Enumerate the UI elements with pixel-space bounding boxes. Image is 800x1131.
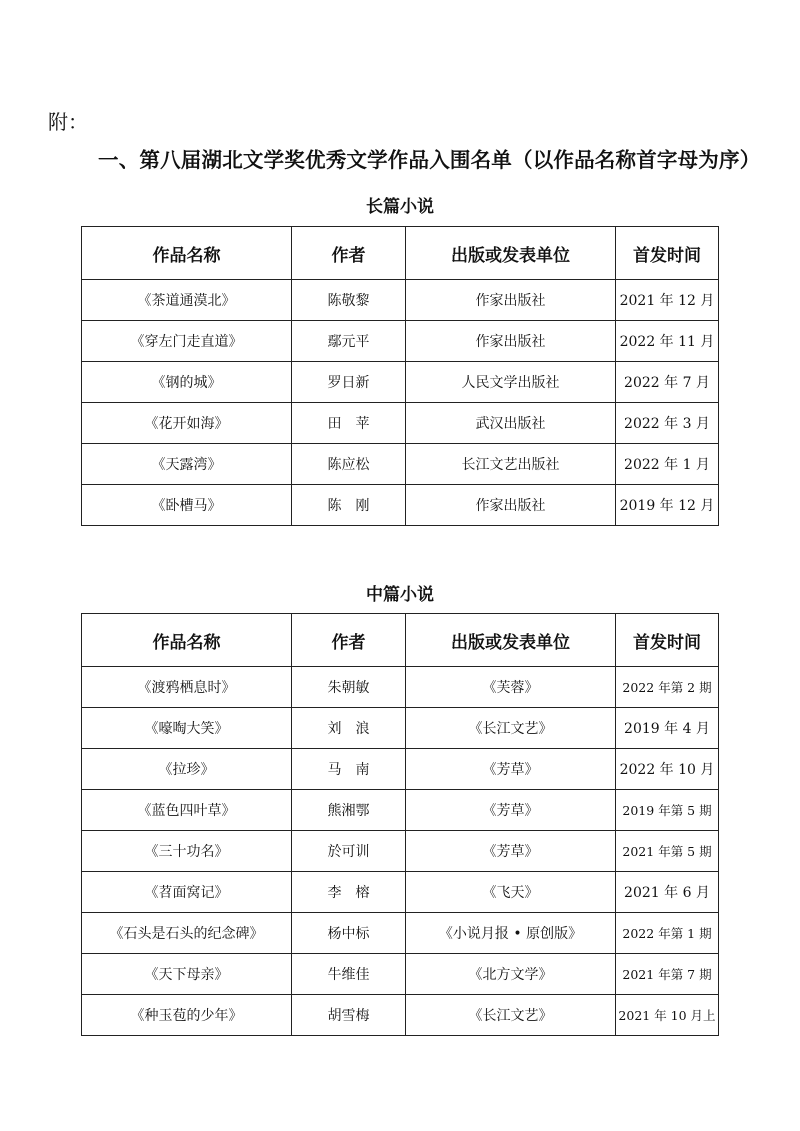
table-row <box>82 872 719 913</box>
publisher: 作家出版社 <box>406 280 616 321</box>
header-author: 作者 <box>292 227 406 280</box>
first-date: 2019 年 12 月 <box>616 485 719 526</box>
publisher: 《芳草》 <box>406 831 616 872</box>
work-name: 《三十功名》 <box>82 831 292 872</box>
first-date: 2021 年 6 月 <box>616 872 719 913</box>
author: 罗日新 <box>292 362 406 403</box>
author: 陈应松 <box>292 444 406 485</box>
work-name: 《蓝色四叶草》 <box>82 790 292 831</box>
first-date: 2019 年 4 月 <box>616 708 719 749</box>
publisher: 人民文学出版社 <box>406 362 616 403</box>
header-author: 作者 <box>292 614 406 667</box>
work-name: 《天露湾》 <box>82 444 292 485</box>
author: 陈 刚 <box>292 485 406 526</box>
table-row <box>82 280 719 321</box>
first-date: 2021 年第 7 期 <box>616 954 719 995</box>
work-name: 《种玉苞的少年》 <box>82 995 292 1036</box>
first-date: 2019 年第 5 期 <box>616 790 719 831</box>
work-name: 《穿左门走直道》 <box>82 321 292 362</box>
publisher: 《芳草》 <box>406 790 616 831</box>
author: 鄢元平 <box>292 321 406 362</box>
author: 朱朝敏 <box>292 667 406 708</box>
header-first-date: 首发时间 <box>616 227 719 280</box>
publisher: 《小说月报 • 原创版》 <box>406 913 616 954</box>
author: 牛维佳 <box>292 954 406 995</box>
header-publisher: 出版或发表单位 <box>406 227 616 280</box>
author: 杨中标 <box>292 913 406 954</box>
publisher: 《芙蓉》 <box>406 667 616 708</box>
header-publisher: 出版或发表单位 <box>406 614 616 667</box>
publisher: 《飞天》 <box>406 872 616 913</box>
author: 胡雪梅 <box>292 995 406 1036</box>
first-date: 2022 年 1 月 <box>616 444 719 485</box>
work-name: 《天下母亲》 <box>82 954 292 995</box>
header-work-name: 作品名称 <box>82 614 292 667</box>
work-name: 《钢的城》 <box>82 362 292 403</box>
author: 熊湘鄂 <box>292 790 406 831</box>
table-row <box>82 485 719 526</box>
table-row <box>82 831 719 872</box>
header-first-date: 首发时间 <box>616 614 719 667</box>
first-date: 2021 年第 5 期 <box>616 831 719 872</box>
first-date: 2022 年 7 月 <box>616 362 719 403</box>
table-row <box>82 995 719 1036</box>
table-row <box>82 790 719 831</box>
table-row <box>82 362 719 403</box>
author: 马 南 <box>292 749 406 790</box>
first-date: 2021 年 12 月 <box>616 280 719 321</box>
work-name: 《拉珍》 <box>82 749 292 790</box>
first-date: 2022 年第 1 期 <box>616 913 719 954</box>
novellas-table <box>81 613 719 1036</box>
table-row <box>82 444 719 485</box>
author: 刘 浪 <box>292 708 406 749</box>
first-date: 2022 年 10 月 <box>616 749 719 790</box>
table-row <box>82 749 719 790</box>
first-date: 2022 年第 2 期 <box>616 667 719 708</box>
publisher: 《北方文学》 <box>406 954 616 995</box>
table-header-row <box>82 227 719 280</box>
appendix-label: 附： <box>48 110 88 134</box>
work-name: 《石头是石头的纪念碑》 <box>82 913 292 954</box>
table-row <box>82 708 719 749</box>
work-name: 《茶道通漠北》 <box>82 280 292 321</box>
first-date: 2022 年 11 月 <box>616 321 719 362</box>
first-date: 2022 年 3 月 <box>616 403 719 444</box>
publisher: 《长江文艺》 <box>406 708 616 749</box>
work-name: 《苕面窝记》 <box>82 872 292 913</box>
work-name: 《花开如海》 <box>82 403 292 444</box>
publisher: 《长江文艺》 <box>406 995 616 1036</box>
publisher: 武汉出版社 <box>406 403 616 444</box>
author: 李 榕 <box>292 872 406 913</box>
section-title-novellas: 中篇小说 <box>366 585 434 605</box>
work-name: 《嚎啕大笑》 <box>82 708 292 749</box>
author: 田 苹 <box>292 403 406 444</box>
author: 於可训 <box>292 831 406 872</box>
work-name: 《渡鸦栖息时》 <box>82 667 292 708</box>
table-header-row <box>82 614 719 667</box>
first-date: 2021 年 10 月上 <box>616 995 719 1036</box>
publisher: 长江文艺出版社 <box>406 444 616 485</box>
table-row <box>82 403 719 444</box>
novels-table <box>81 226 719 526</box>
publisher: 《芳草》 <box>406 749 616 790</box>
publisher: 作家出版社 <box>406 321 616 362</box>
author: 陈敬黎 <box>292 280 406 321</box>
header-work-name: 作品名称 <box>82 227 292 280</box>
work-name: 《卧槽马》 <box>82 485 292 526</box>
table-row <box>82 321 719 362</box>
main-title: 一、第八届湖北文学奖优秀文学作品入围名单（以作品名称首字母为序） <box>98 148 761 172</box>
table-row <box>82 954 719 995</box>
table-row <box>82 667 719 708</box>
publisher: 作家出版社 <box>406 485 616 526</box>
table-row <box>82 913 719 954</box>
section-title-novels: 长篇小说 <box>366 197 434 217</box>
